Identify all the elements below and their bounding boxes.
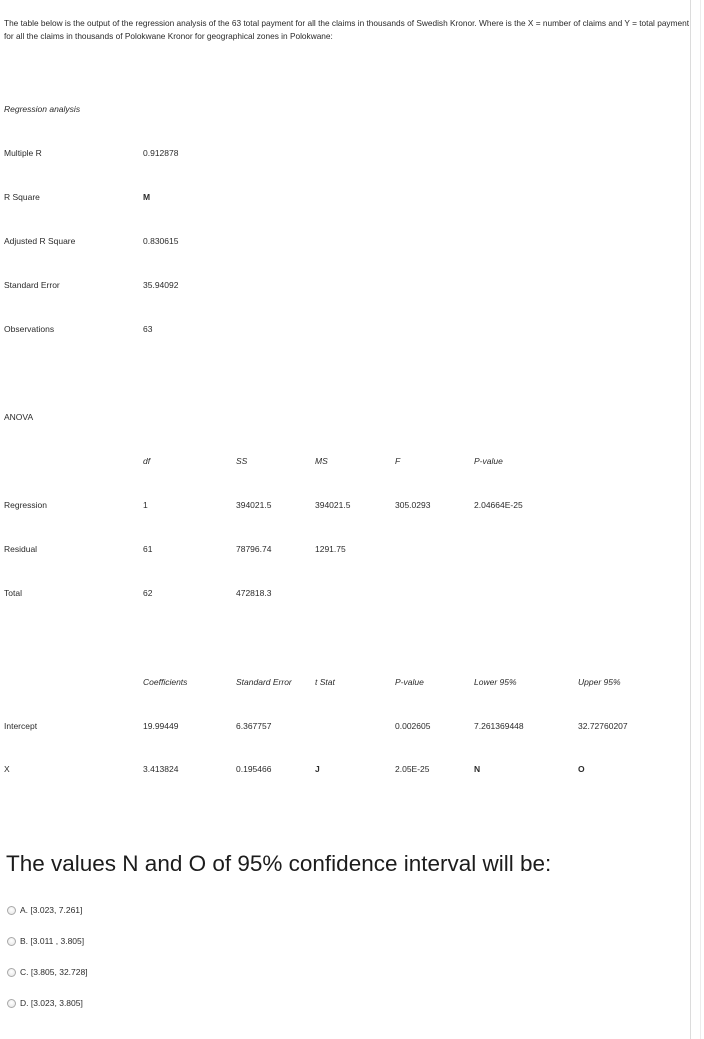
regression-value-r-square: M — [143, 192, 151, 202]
regression-title: Regression analysis — [4, 104, 81, 114]
coef-cell-intercept-coefficient: 19.99449 — [143, 721, 179, 731]
coef-cell-x-t-stat: J — [315, 764, 320, 774]
anova-row-label-total: Total — [4, 588, 22, 598]
coef-cell-intercept-upper-95: 32.72760207 — [578, 721, 628, 731]
anova-row-label-residual: Residual — [4, 544, 38, 554]
page-border-line-outer — [700, 0, 701, 1039]
coef-cell-intercept-standard-error: 6.367757 — [236, 721, 272, 731]
regression-label-adjusted-r-square: Adjusted R Square — [4, 236, 76, 246]
anova-cell-regression-ss: 394021.5 — [236, 500, 272, 510]
anova-cell-regression-p-value: 2.04664E-25 — [474, 500, 523, 510]
coef-header-coefficients: Coefficients — [143, 677, 188, 687]
anova-cell-residual-ss: 78796.74 — [236, 544, 272, 554]
coef-header-standard-error: Standard Error — [236, 677, 292, 687]
coef-cell-intercept-p-value: 0.002605 — [395, 721, 431, 731]
coef-header-t-stat: t Stat — [315, 677, 335, 687]
anova-cell-total-ss: 472818.3 — [236, 588, 272, 598]
anova-header-ms: MS — [315, 456, 328, 466]
regression-label-multiple-r: Multiple R — [4, 148, 42, 158]
question-text: The values N and O of 95% confidence interval will be: — [6, 851, 552, 876]
coef-cell-x-upper-95: O — [578, 764, 585, 774]
coef-row-label-intercept: Intercept — [4, 721, 38, 731]
coef-header-p-value: P-value — [395, 677, 424, 687]
coef-header-lower-95: Lower 95% — [474, 677, 517, 687]
option-b-label[interactable]: B. [3.011 , 3.805] — [20, 936, 85, 946]
regression-label-observations: Observations — [4, 324, 55, 334]
regression-value-multiple-r: 0.912878 — [143, 148, 179, 158]
page-border-line — [690, 0, 691, 1039]
coef-header-upper-95: Upper 95% — [578, 677, 621, 687]
regression-value-standard-error: 35.94092 — [143, 280, 179, 290]
anova-title: ANOVA — [4, 412, 34, 422]
anova-row-label-regression: Regression — [4, 500, 47, 510]
option-c-label[interactable]: C. [3.805, 32.728] — [20, 967, 88, 977]
option-b[interactable] — [7, 934, 84, 948]
option-a[interactable] — [7, 903, 82, 917]
option-a-label[interactable]: A. [3.023, 7.261] — [20, 905, 83, 915]
regression-value-adjusted-r-square: 0.830615 — [143, 236, 179, 246]
coef-cell-x-standard-error: 0.195466 — [236, 764, 272, 774]
coef-cell-intercept-lower-95: 7.261369448 — [474, 721, 524, 731]
option-d[interactable] — [7, 996, 83, 1010]
anova-cell-regression-f: 305.0293 — [395, 500, 431, 510]
anova-header-ss: SS — [236, 456, 248, 466]
regression-label-r-square: R Square — [4, 192, 40, 202]
anova-cell-residual-ms: 1291.75 — [315, 544, 346, 554]
radio-button-a[interactable] — [7, 906, 16, 915]
radio-button-b[interactable] — [7, 937, 16, 946]
radio-button-d[interactable] — [7, 999, 16, 1008]
anova-cell-residual-df: 61 — [143, 544, 153, 554]
coef-cell-x-p-value: 2.05E-25 — [395, 764, 430, 774]
anova-cell-total-df: 62 — [143, 588, 153, 598]
option-c[interactable] — [7, 965, 88, 979]
coef-cell-x-lower-95: N — [474, 764, 481, 774]
anova-header-p-value: P-value — [474, 456, 503, 466]
regression-label-standard-error: Standard Error — [4, 280, 60, 290]
anova-cell-regression-df: 1 — [143, 500, 148, 510]
coef-cell-x-coefficient: 3.413824 — [143, 764, 179, 774]
intro-text: The table below is the output of the regression analysis of the 63 total payment for all the claims in thousands of Swedish Kronor. Where is the X = number of claims and Y = total payment for all the claims in thousands of Polokwane Kronor for geographical zones in Polokwane: — [4, 18, 690, 41]
anova-cell-regression-ms: 394021.5 — [315, 500, 351, 510]
regression-value-observations: 63 — [143, 324, 153, 334]
coef-row-label-x: X — [4, 764, 10, 774]
anova-header-df: df — [143, 456, 151, 466]
anova-header-f: F — [395, 456, 401, 466]
option-d-label[interactable]: D. [3.023, 3.805] — [20, 998, 83, 1008]
radio-button-c[interactable] — [7, 968, 16, 977]
